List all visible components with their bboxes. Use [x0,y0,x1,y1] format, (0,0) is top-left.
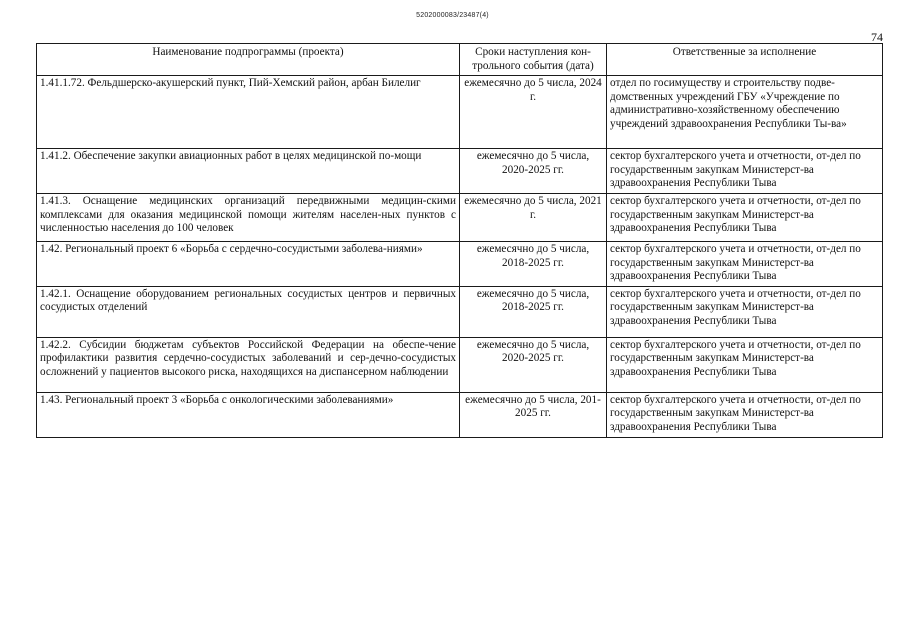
table-header-row [37,44,883,76]
table-row [37,149,883,194]
subprogram-name-cell: 1.41.3. Оснащение медицинских организаций передвижными медицин-скими комплексами для оказания медицинской помощи жителям населен-ных пунктов с численностью населения до 100 человек [37,193,460,241]
table-row [37,193,883,241]
responsible-cell: сектор бухгалтерского учета и отчетности, от-дел по государственным закупкам Министерст-ва здравоохранения Республики Тыва [607,337,883,392]
header-subprogram-name: Наименование подпрограммы (проекта) [37,44,460,76]
table-row [37,286,883,337]
subprogram-name-cell: 1.41.1.72. Фельдшерско-акушерский пункт, Пий-Хемский район, арбан Билелиг [37,76,460,149]
deadline-cell: ежемесячно до 5 числа, 2021 г. [460,193,607,241]
responsible-cell: сектор бухгалтерского учета и отчетности, от-дел по государственным закупкам Министерст-ва здравоохранения Республики Тыва [607,392,883,437]
responsible-cell: сектор бухгалтерского учета и отчетности, от-дел по государственным закупкам Министерст-ва здравоохранения Республики Тыва [607,149,883,194]
table-row [37,76,883,149]
document-code: 5202000083/23487(4) [416,12,489,19]
subprogram-name-cell: 1.43. Региональный проект 3 «Борьба с онкологическими заболеваниями» [37,392,460,437]
table-row [37,241,883,286]
table-row [37,337,883,392]
responsible-cell: сектор бухгалтерского учета и отчетности, от-дел по государственным закупкам Министерст-ва здравоохранения Республики Тыва [607,241,883,286]
header-control-event-date: Сроки наступления кон-трольного события (дата) [460,44,607,76]
deadline-cell: ежемесячно до 5 числа, 201-2025 гг. [460,392,607,437]
subprogram-name-cell: 1.41.2. Обеспечение закупки авиационных работ в целях медицинской по-мощи [37,149,460,194]
deadline-cell: ежемесячно до 5 числа, 2024 г. [460,76,607,149]
table-row [37,392,883,437]
page-number: 74 [871,30,883,44]
responsible-cell: сектор бухгалтерского учета и отчетности, от-дел по государственным закупкам Министерст-ва здравоохранения Республики Тыва [607,286,883,337]
deadline-cell: ежемесячно до 5 числа, 2020-2025 гг. [460,149,607,194]
responsible-cell: отдел по госимуществу и строительству подве-домственных учреждений ГБУ «Учреждение по административно-хозяйственному обеспечению учреждений здравоохранения Республики Ты-ва» [607,76,883,149]
subprogram-name-cell: 1.42.1. Оснащение оборудованием региональных сосудистых центров и первичных сосудистых отделений [37,286,460,337]
responsible-cell: сектор бухгалтерского учета и отчетности, от-дел по государственным закупкам Министерст-ва здравоохранения Республики Тыва [607,193,883,241]
subprogram-table [36,43,883,438]
deadline-cell: ежемесячно до 5 числа, 2018-2025 гг. [460,286,607,337]
deadline-cell: ежемесячно до 5 числа, 2018-2025 гг. [460,241,607,286]
subprogram-name-cell: 1.42. Региональный проект 6 «Борьба с сердечно-сосудистыми заболева-ниями» [37,241,460,286]
subprogram-name-cell: 1.42.2. Субсидии бюджетам субъектов Российской Федерации на обеспе-чение профилактики развития сердечно-сосудистых заболеваний и сер-дечно-сосудистых осложнений у пациентов высокого риска, находящихся на диспансерном наблюдении [37,337,460,392]
header-responsible: Ответственные за исполнение [607,44,883,76]
deadline-cell: ежемесячно до 5 числа, 2020-2025 гг. [460,337,607,392]
